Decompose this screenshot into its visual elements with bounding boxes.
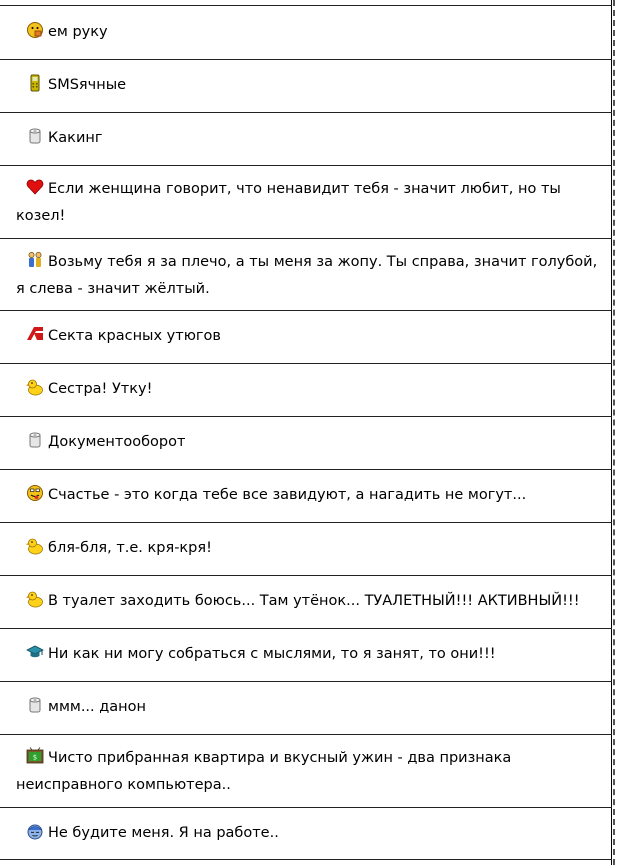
item-text: ем руку (48, 24, 108, 40)
item-text: Возьму тебя я за плечо, а ты меня за жопу. Ты справа, значит голубой, я слева - значит жёлтый. (16, 254, 598, 297)
item-text: SMSячные (48, 77, 127, 93)
list-item[interactable] (0, 5, 612, 59)
yellow-duck-icon (26, 537, 44, 555)
mobile-phone-icon (26, 74, 44, 92)
two-people-icon (26, 251, 44, 269)
graduation-cap-icon (26, 643, 44, 661)
list-item[interactable] (0, 165, 612, 238)
list-item[interactable] (0, 469, 612, 522)
eating-smiley-icon (26, 21, 44, 39)
toilet-paper-icon (26, 127, 44, 145)
list-item[interactable] (0, 238, 612, 310)
tongue-smiley-icon (26, 484, 44, 502)
list-item[interactable] (0, 734, 612, 807)
list-item[interactable] (0, 112, 612, 165)
list-item[interactable] (0, 628, 612, 681)
toilet-paper-icon (26, 431, 44, 449)
item-text: Какинг (48, 130, 103, 146)
item-text: В туалет заходить боюсь... Там утёнок... ТУАЛЕТНЫЙ!!! АКТИВНЫЙ!!! (48, 593, 580, 609)
red-heart-icon (26, 178, 44, 196)
list-item[interactable] (0, 363, 612, 416)
dashed-border-line (613, 0, 615, 865)
sleeping-smiley-icon (26, 822, 44, 840)
svg-text:$: $ (32, 753, 38, 762)
list-item[interactable] (0, 59, 612, 112)
item-text: бля-бля, т.е. кря-кря! (48, 540, 212, 556)
money-tv-icon (26, 747, 44, 765)
item-text: Счастье - это когда тебе все завидуют, а нагадить не могут... (48, 487, 527, 503)
item-text: Не будите меня. Я на работе.. (48, 825, 279, 841)
yellow-duck-icon (26, 378, 44, 396)
list-item[interactable] (0, 416, 612, 469)
toilet-paper-icon (26, 696, 44, 714)
item-text: Документооборот (48, 434, 186, 450)
list-item[interactable] (0, 575, 612, 628)
item-text: Сестра! Утку! (48, 381, 153, 397)
red-logo-icon (26, 325, 44, 343)
list-item[interactable] (0, 522, 612, 575)
list-item[interactable] (0, 807, 612, 860)
item-text: Секта красных утюгов (48, 328, 221, 344)
item-text: Чисто прибранная квартира и вкусный ужин - два признака неисправного компьютера.. (16, 750, 512, 793)
list-item[interactable] (0, 310, 612, 363)
list-item[interactable] (0, 681, 612, 734)
item-text: Ни как ни могу собраться с мыслями, то я занят, то они!!! (48, 646, 496, 662)
item-text: Если женщина говорит, что ненавидит тебя - значит любит, но ты козел! (16, 181, 561, 224)
item-text: ммм... данон (48, 699, 146, 715)
yellow-duck-icon (26, 590, 44, 608)
